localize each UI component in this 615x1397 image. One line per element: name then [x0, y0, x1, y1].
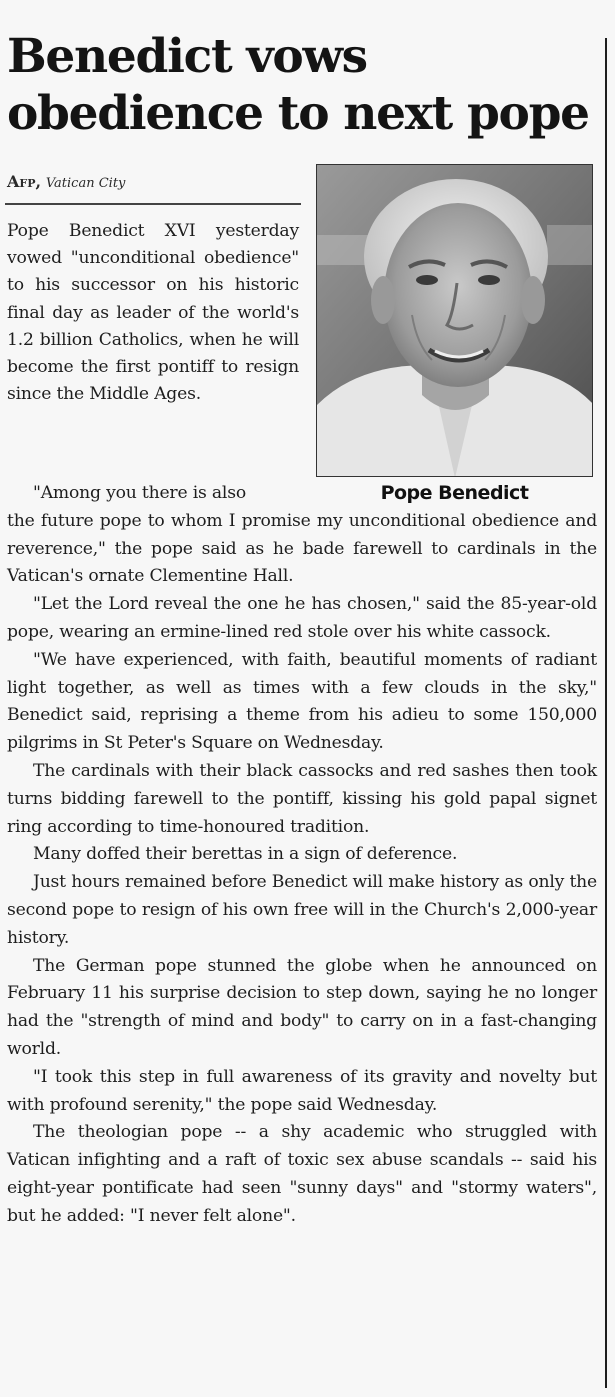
paragraph: The cardinals with their black cassocks and red sashes then took turns bidding farewell to the pontiff, kissing his gold papal signet ring according to time-honoured tradition. — [7, 760, 597, 837]
portrait-image — [317, 165, 593, 477]
paragraph: Pope Benedict XVI yesterday vowed "unconditional obedience" to his successor on his historic final day as leader of the world's 1.2 billion Catholics, when he will become the first pontiff to resign since the Middle Ages. — [7, 221, 299, 405]
paragraph: "We have experienced, with faith, beautiful moments of radiant light together, as well as times with a few clouds in the sky," Benedict said, reprising a theme from his adieu to some 150,000 pilgrims in St Peter's Square on Wednesday. — [7, 649, 597, 754]
byline-divider — [5, 203, 301, 205]
article-lead-column — [7, 218, 299, 408]
paragraph: the future pope to whom I promise my unconditional obedience and reverence," the pope said as he bade farewell to cardinals in the Vatican's ornate Clementine Hall. — [7, 510, 597, 587]
photo-caption: Pope Benedict — [380, 482, 529, 504]
paragraph: "I took this step in full awareness of its gravity and novelty but with profound serenity," the pope said Wednesday. — [7, 1066, 597, 1115]
byline-dateline: Vatican City — [45, 176, 126, 191]
paragraph — [7, 480, 597, 508]
column-rule — [605, 38, 607, 1388]
headline: Benedict vows obedience to next pope — [7, 29, 589, 141]
paragraph: The theologian pope -- a shy academic who struggled with Vatican infighting and a raft of toxic sex abuse scandals -- said his eight-year pontificate had seen "sunny days" and "stormy waters", but he added: "I never felt alone". — [7, 1122, 597, 1226]
byline — [7, 172, 125, 191]
paragraph-start: "Among you there is also — [33, 483, 246, 503]
article-body — [7, 480, 597, 1231]
paragraph: Just hours remained before Benedict will make history as only the second pope to resign of his own free will in the Church's 2,000-year history. — [7, 872, 597, 948]
paragraph: "Let the Lord reveal the one he has chosen," said the 85-year-old pope, wearing an ermine-lined red stole over his white cassock. — [7, 594, 597, 642]
paragraph: Many doffed their berettas in a sign of deference. — [33, 844, 458, 865]
paragraph: The German pope stunned the globe when he announced on February 11 his surprise decision to step down, saying he no longer had the "strength of mind and body" to carry on in a fast-changing world. — [7, 955, 597, 1059]
byline-agency: Afp, — [7, 172, 42, 191]
pope-photo — [316, 164, 593, 477]
